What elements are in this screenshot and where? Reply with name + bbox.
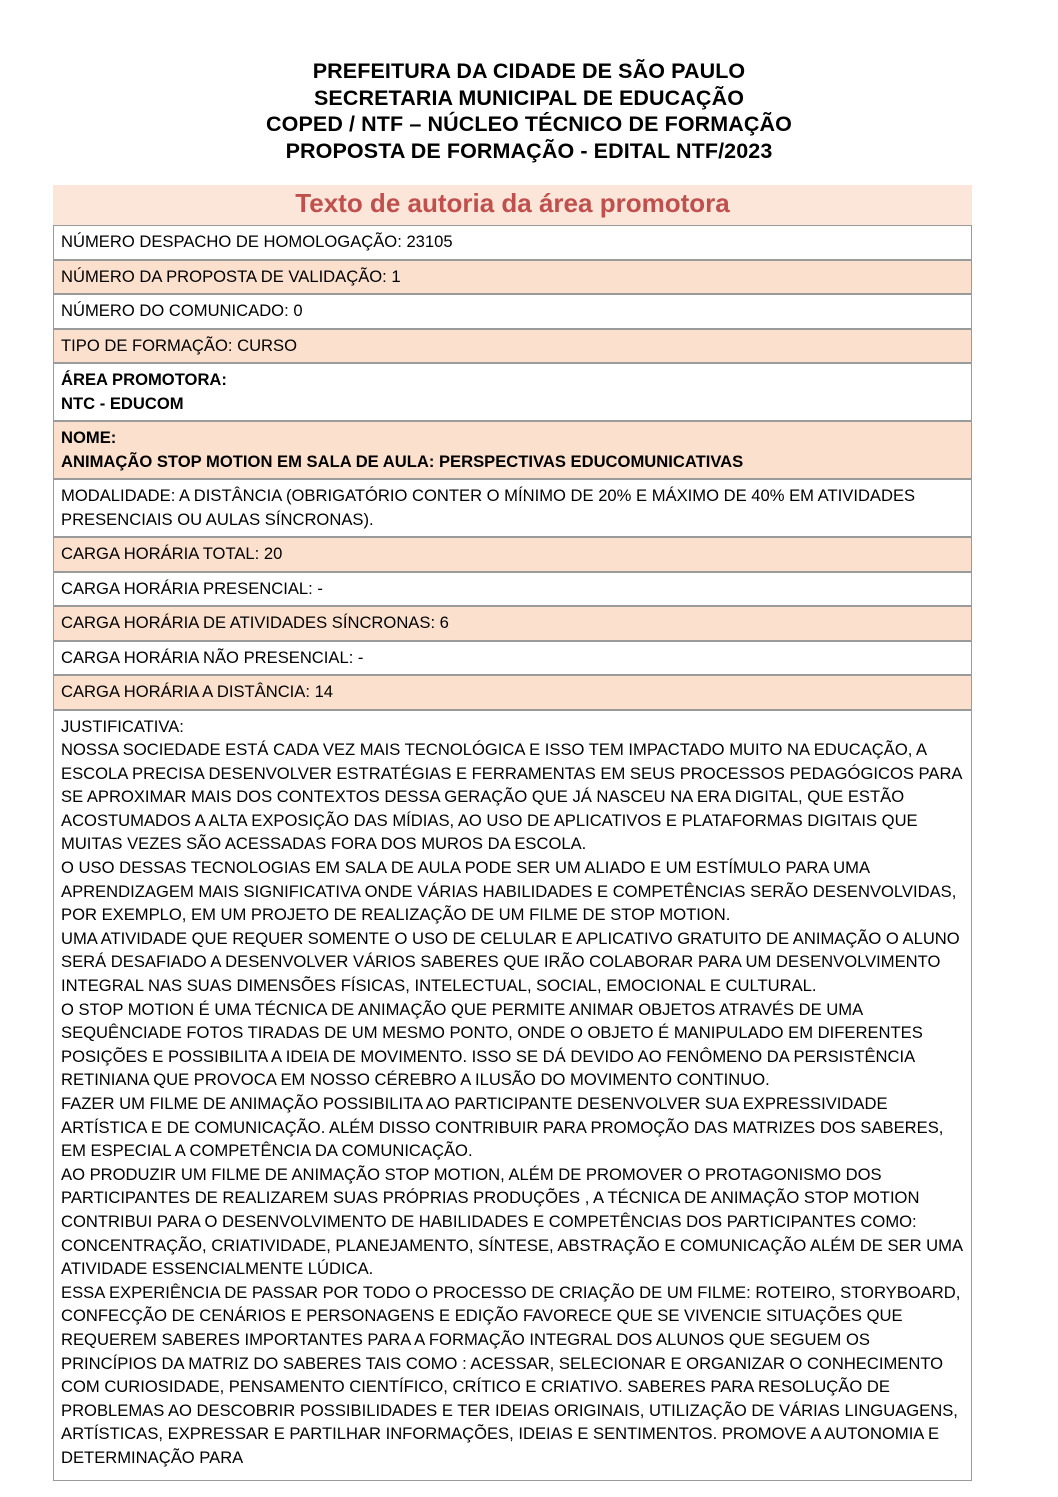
justificativa-paragraph: FAZER UM FILME DE ANIMAÇÃO POSSIBILITA AO PARTICIPANTE DESENVOLVER SUA EXPRESSIVIDADE ARTÍSTICA E DE COMUNICAÇÃO. ALÉM DISSO CONTRIBUIR PARA PROMOÇÃO DAS MATRIZES DOS SABERES, EM ESPECIAL A COMPETÊNCIA DA COMUNICAÇÃO. <box>61 1094 944 1161</box>
table-row <box>53 675 972 710</box>
table-row <box>53 363 972 421</box>
table-row <box>53 537 972 572</box>
row-area-promotora <box>53 363 972 421</box>
justificativa-paragraph: NOSSA SOCIEDADE ESTÁ CADA VEZ MAIS TECNOLÓGICA E ISSO TEM IMPACTADO MUITO NA EDUCAÇÃO, A ESCOLA PRECISA DESENVOLVER ESTRATÉGIAS E FERRAMENTAS EM SEUS PROCESSOS PEDAGÓGICOS PARA SE APROXIMAR MAIS DOS CONTEXTOS DESSA GERAÇÃO QUE JÁ NASCEU NA ERA DIGITAL, QUE ESTÃO ACOSTUMADOS A ALTA EXPOSIÇÃO DAS MÍDIAS, AO USO DE APLICATIVOS E PLATAFORMAS DIGITAIS QUE MUITAS VEZES SÃO ACESSADAS FORA DOS MUROS DA ESCOLA. <box>61 740 962 854</box>
header-line-4: PROPOSTA DE FORMAÇÃO - EDITAL NTF/2023 <box>285 138 773 163</box>
table-row <box>53 710 972 1481</box>
table-row <box>53 479 972 537</box>
row-carga-horaria-presencial-text: CARGA HORÁRIA PRESENCIAL: - <box>61 578 323 598</box>
table-row <box>53 641 972 676</box>
justificativa-paragraph: UMA ATIVIDADE QUE REQUER SOMENTE O USO DE CELULAR E APLICATIVO GRATUITO DE ANIMAÇÃO O ALUNO SERÁ DESAFIADO A DESENVOLVER VÁRIOS SABERES QUE IRÃO COLABORAR PARA UM DESENVOLVIMENTO INTEGRAL NAS SUAS DIMENSÕES FÍSICAS, INTELECTUAL, SOCIAL, EMOCIONAL E CULTURAL. <box>61 928 960 996</box>
banner-title: Texto de autoria da área promotora <box>295 188 730 218</box>
row-justificativa <box>53 710 972 1481</box>
row-nome <box>53 421 972 479</box>
row-carga-horaria-nao-presencial <box>53 641 972 676</box>
row-carga-horaria-distancia <box>53 675 972 710</box>
row-carga-horaria-sincronas <box>53 606 972 641</box>
row-numero-comunicado-text: NÚMERO DO COMUNICADO: 0 <box>61 301 303 320</box>
header-line-2: SECRETARIA MUNICIPAL DE EDUCAÇÃO <box>313 85 745 110</box>
justificativa-paragraph: ESSA EXPERIÊNCIA DE PASSAR POR TODO O PROCESSO DE CRIAÇÃO DE UM FILME: ROTEIRO, STORYBOARD, CONFECÇÃO DE CENÁRIOS E PERSONAGENS E EDIÇÃO FAVORECE QUE SE VIVENCIE SITUAÇÕES QUE REQUEREM SABERES IMPORTANTES PARA A FORMAÇÃO INTEGRAL DOS ALUNOS QUE SEGUEM OS PRINCÍPIOS DA MATRIZ DO SABERES TAIS COMO : ACESSAR, SELECIONAR E ORGANIZAR O CONHECIMENTO COM CURIOSIDADE, PENSAMENTO CIENTÍFICO, CRÍTICO E CRIATIVO. SABERES PARA RESOLUÇÃO DE PROBLEMAS AO DESCOBRIR POSSIBILIDADES E TER IDEIAS ORIGINAIS, UTILIZAÇÃO DE VÁRIAS LINGUAGENS, ARTÍSTICAS, EXPRESSAR E PARTILHAR INFORMAÇÕES, IDEIAS E SENTIMENTOS. PROMOVE A AUTONOMIA E DETERMINAÇÃO PARA <box>61 1282 961 1467</box>
row-modalidade-text: MODALIDADE: A DISTÂNCIA (OBRIGATÓRIO CONTER O MÍNIMO DE 20% E MÁXIMO DE 40% EM ATIVIDADES PRESENCIAIS OU AULAS SÍNCRONAS). <box>61 486 916 529</box>
table-row <box>53 606 972 641</box>
justificativa-label: JUSTIFICATIVA: <box>61 716 184 736</box>
row-numero-comunicado <box>53 294 972 329</box>
banner-row <box>53 185 972 225</box>
area-promotora-value: NTC - EDUCOM <box>61 393 184 413</box>
row-tipo-formacao-text: TIPO DE FORMAÇÃO: CURSO <box>61 335 298 355</box>
document-header <box>0 0 1058 164</box>
row-carga-horaria-total-text: CARGA HORÁRIA TOTAL: 20 <box>61 544 283 563</box>
row-despacho-homologacao <box>53 225 972 260</box>
row-tipo-formacao <box>53 329 972 364</box>
nome-value: ANIMAÇÃO STOP MOTION EM SALA DE AULA: PERSPECTIVAS EDUCOMUNICATIVAS <box>61 451 744 471</box>
row-carga-horaria-sincronas-text: CARGA HORÁRIA DE ATIVIDADES SÍNCRONAS: 6 <box>61 613 449 632</box>
header-line-1: PREFEITURA DA CIDADE DE SÃO PAULO <box>312 59 746 83</box>
row-carga-horaria-presencial <box>53 572 972 607</box>
table-row <box>53 572 972 607</box>
table-row <box>53 260 972 295</box>
header-line-3: COPED / NTF – NÚCLEO TÉCNICO DE FORMAÇÃO <box>266 112 792 136</box>
table-row <box>53 421 972 479</box>
row-despacho-homologacao-text: NÚMERO DESPACHO DE HOMOLOGAÇÃO: 23105 <box>61 232 453 251</box>
row-modalidade <box>53 479 972 537</box>
table-row <box>53 329 972 364</box>
table-row <box>53 294 972 329</box>
row-carga-horaria-nao-presencial-text: CARGA HORÁRIA NÃO PRESENCIAL: - <box>61 647 364 667</box>
row-carga-horaria-distancia-text: CARGA HORÁRIA A DISTÂNCIA: 14 <box>61 682 334 701</box>
nome-label: NOME: <box>61 428 117 447</box>
justificativa-paragraph: O USO DESSAS TECNOLOGIAS EM SALA DE AULA PODE SER UM ALIADO E UM ESTÍMULO PARA UMA APRENDIZAGEM MAIS SIGNIFICATIVA ONDE VÁRIAS HABILIDADES E COMPETÊNCIAS SERÃO DESENVOLVIDAS, POR EXEMPLO, EM UM PROJETO DE REALIZAÇÃO DE UM FILME DE STOP MOTION. <box>61 858 957 925</box>
row-carga-horaria-total <box>53 537 972 572</box>
justificativa-paragraph: AO PRODUZIR UM FILME DE ANIMAÇÃO STOP MOTION, ALÉM DE PROMOVER O PROTAGONISMO DOS PARTICIPANTES DE REALIZAREM SUAS PRÓPRIAS PRODUÇÕES , A TÉCNICA DE ANIMAÇÃO STOP MOTION CONTRIBUI PARA O DESENVOLVIMENTO DE HABILIDADES E COMPETÊNCIAS DOS PARTICIPANTES COMO: CONCENTRAÇÃO, CRIATIVIDADE, PLANEJAMENTO, SÍNTESE, ABSTRAÇÃO E COMUNICAÇÃO ALÉM DE SER UMA ATIVIDADE ESSENCIALMENTE LÚDICA. <box>61 1164 963 1279</box>
banner-cell <box>53 185 972 225</box>
justificativa-paragraph: O STOP MOTION É UMA TÉCNICA DE ANIMAÇÃO QUE PERMITE ANIMAR OBJETOS ATRAVÉS DE UMA SEQUÊNCIADE FOTOS TIRADAS DE UM MESMO PONTO, ONDE O OBJETO É MANIPULADO EM DIFERENTES POSIÇÕES E POSSIBILITA A IDEIA DE MOVIMENTO. ISSO SE DÁ DEVIDO AO FENÔMENO DA PERSISTÊNCIA RETINIANA QUE PROVOCA EM NOSSO CÉREBRO A ILUSÃO DO MOVIMENTO CONTINUO. <box>61 999 923 1090</box>
area-promotora-label: ÁREA PROMOTORA: <box>61 370 227 389</box>
table-row <box>53 225 972 260</box>
row-proposta-validacao-text: NÚMERO DA PROPOSTA DE VALIDAÇÃO: 1 <box>61 266 401 286</box>
row-proposta-validacao <box>53 260 972 295</box>
proposal-form-table <box>53 185 972 1481</box>
